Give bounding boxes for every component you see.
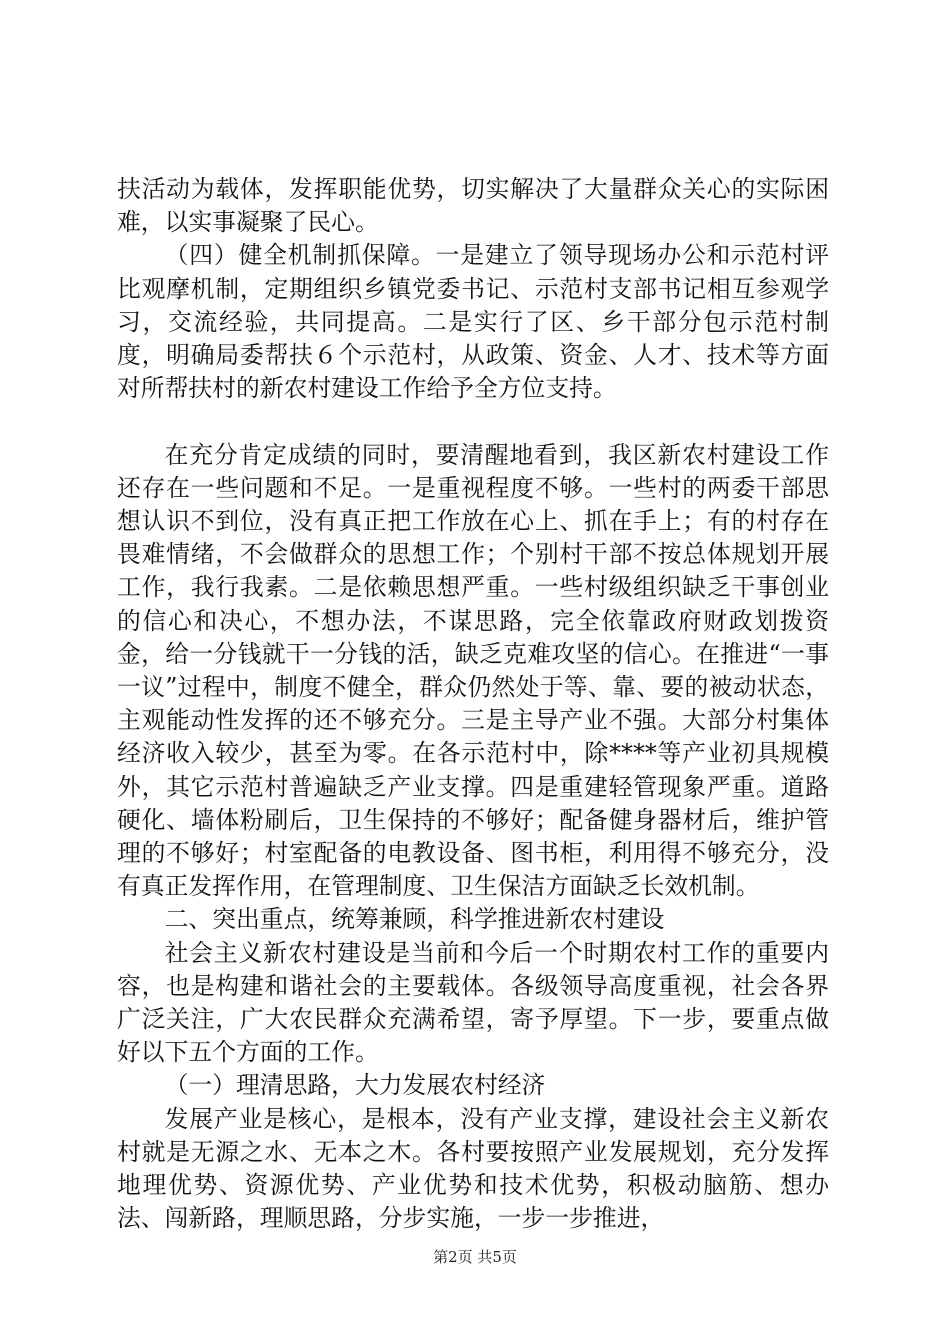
subheading-1: （一）理清思路，大力发展农村经济 <box>164 1071 546 1100</box>
paragraph-problems: 在充分肯定成绩的同时，要清醒地看到，我区新农村建设工作还存在一些问题和不足。一是重视程度不够。一些村的两委干部思想认识不到位，没有真正把工作放在心上、抓在手上；有的村存在畏难情绪，不会做群众的思想工作；个别村干部不按总体规划开展工作，我行我素。二是依赖思想严重。一些村级组织缺乏干事创业的信心和决心，不想办法，不谋思路，完全依靠政府财政划拨资金，给一分钱就干一分钱的活，缺乏克难攻坚的信心。在推进“一事一议”过程中，制度不健全，群众仍然处于等、靠、要的被动状态，主观能动性发挥的还不够充分。三是主导产业不强。大部分村集体经济收入较少，甚至为零。在各示范村中，除****等产业初具规模外，其它示范村普遍缺乏产业支撑。四是重建轻管现象严重。道路硬化、墙体粉刷后，卫生保持的不够好；配备健身器材后，维护管理的不够好；村室配备的电教设备、图书柜，利用得不够充分，没有真正发挥作用，在管理制度、卫生保洁方面缺乏长效机制。 <box>117 440 829 901</box>
document-body <box>117 173 829 1235</box>
paragraph-industry: 发展产业是核心，是根本，没有产业支撑，建设社会主义新农村就是无源之水、无本之木。各村要按照产业发展规划，充分发挥地理优势、资源优势、产业优势和技术优势，积极动脑筋、想办法、闯新路，理顺思路，分步实施，一步一步推进， <box>117 1104 829 1233</box>
paragraph-mechanism: （四）健全机制抓保障。一是建立了领导现场办公和示范村评比观摩机制，定期组织乡镇党委书记、示范村支部书记相互参观学习，交流经验，共同提高。二是实行了区、乡干部分包示范村制度，明确局委帮扶６个示范村，从政策、资金、人才、技术等方面对所帮扶村的新农村建设工作给予全方位支持。 <box>117 241 829 403</box>
section-heading-2: 二、突出重点，统筹兼顾，科学推进新农村建设 <box>164 905 665 934</box>
paragraph-continuation: 扶活动为载体，发挥职能优势，切实解决了大量群众关心的实际困难，以实事凝聚了民心。 <box>117 175 829 237</box>
paragraph-intro: 社会主义新农村建设是当前和今后一个时期农村工作的重要内容，也是构建和谐社会的主要载体。各级领导高度重视，社会各界广泛关注，广大农民群众充满希望，寄予厚望。下一步，要重点做好以下五个方面的工作。 <box>117 938 829 1067</box>
page-number-footer: 第2页 共5页 <box>433 1248 517 1266</box>
